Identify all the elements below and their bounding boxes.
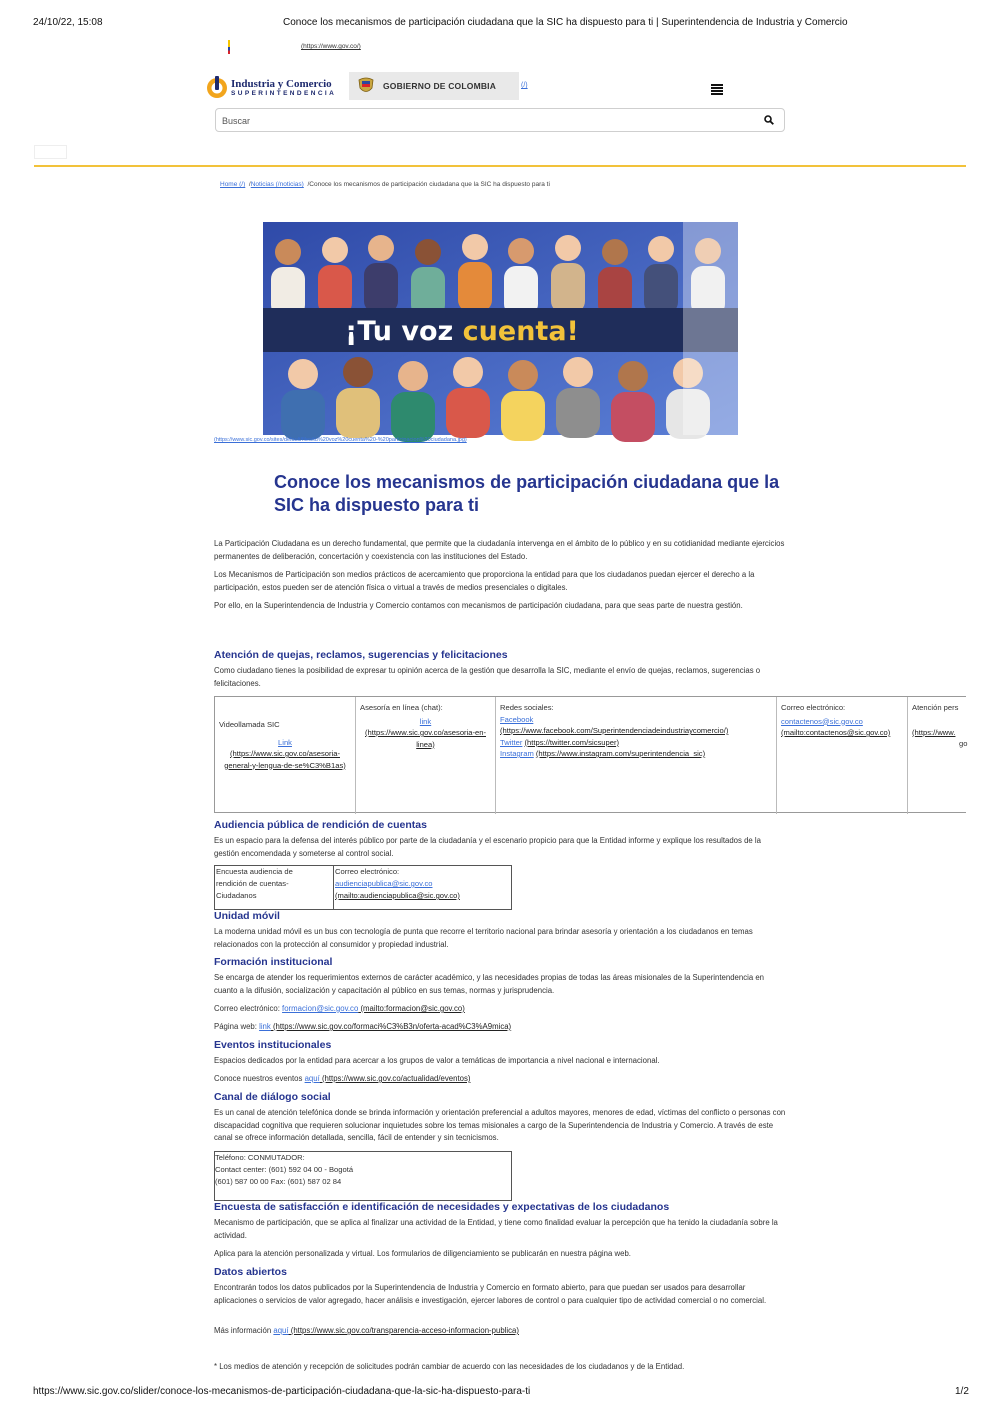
section-heading-dialogo: Canal de diálogo social [214,1091,331,1103]
instagram-link[interactable]: Instagram [500,749,534,758]
search-icon[interactable] [764,115,774,125]
correo-url[interactable]: (mailto:contactenos@sic.gov.co) [781,728,891,737]
section-heading-unidad: Unidad móvil [214,910,280,922]
gov-link[interactable]: (https://www.gov.co/) [301,43,361,50]
banner-image-link[interactable]: (https://www.sic.gov.co/sites/default/files/tu%20voz%20cuenta%20-%20participacion%20ciudadana.jpg) [214,437,467,443]
breadcrumb-current: Conoce los mecanismos de participación ciudadana que la SIC ha dispuesto para ti [309,181,550,188]
audiencia-table [214,865,512,910]
eventos-link[interactable]: aquí [304,1074,320,1083]
home-link[interactable]: (/) [521,82,528,89]
section-heading-datos: Datos abiertos [214,1266,287,1278]
datos-more-label: Más información [214,1326,274,1335]
section-text-eventos: Espacios dedicados por la entidad para acercar a los grupos de valor a temáticas de importancia a nivel nacional e internacional. [214,1056,660,1065]
formacion-web-line [214,1021,786,1034]
section-text-unidad: La moderna unidad móvil es un bus con tecnología de punta que recorre el territorio nacional para brindar asesoría y orientación a los ciudadanos en temas relacionados con la protección al consumidor y propiedad industrial. [214,927,753,949]
footnote: * Los medios de atención y recepción de solicitudes podrán cambiar de acuerdo con las necesidades de los ciudadanos y de la Entidad. [214,1362,685,1371]
section-text-encuesta: Aplica para la atención personalizada y virtual. Los formularios de diligenciamiento se publicarán en nuestra página web. [214,1249,631,1258]
hamburger-icon[interactable] [711,84,723,95]
facebook-url[interactable]: (https://www.facebook.com/Superintendenciadeindustriaycomercio/) [500,726,729,735]
section-text-datos: Encontrarán todos los datos publicados por la Superintendencia de Industria y Comercio en formato abierto, para que puedan ser usados para desarrollar aplicaciones o servicios de valor agregado, hacer análisis e investigación, ejercer labores de control o para cualquier tipo de actividad comercial o no comercial. [214,1283,767,1305]
section-heading-encuesta: Encuesta de satisfacción e identificación de necesidades y expectativas de los ciudadanos [214,1201,670,1213]
twitter-url[interactable]: (https://twitter.com/sicsuper) [524,737,620,747]
intro-paragraph: Los Mecanismos de Participación son medios prácticos de acercamiento que proporciona la entidad para que los ciudadanos puedan ejercer el derecho a la participación, estos pueden ser de atención física o virtual a través de medios presenciales o digitales. [214,570,755,592]
breadcrumb-home[interactable]: Home (/) [220,181,246,188]
eventos-link-line [214,1073,786,1086]
formacion-email-link[interactable]: formacion@sic.gov.co [282,1004,359,1013]
facebook-link[interactable]: Facebook [500,714,534,724]
formacion-email-label: Correo electrónico: [214,1004,283,1013]
correo-label: Correo electrónico: [781,703,846,712]
section-text-audiencia: Es un espacio para la defensa del interés público por parte de la ciudadanía y el escenario propicio para que la Entidad informe y explique los resultados de la gestión encomendada y someterse al control social. [214,836,761,858]
dialogo-phone-line: (601) 587 00 00 Fax: (601) 587 02 84 [215,1177,342,1186]
channel-videollamada [215,697,356,814]
asesoria-link[interactable]: link [419,716,432,726]
datos-more-link[interactable]: aquí [273,1326,289,1335]
header-divider [34,165,966,167]
audiencia-email-link[interactable]: audienciapublica@sic.gov.co [335,879,433,888]
videollamada-label: Videollamada SIC [219,720,280,729]
videollamada-link[interactable]: Link [278,737,292,747]
svg-text:¡Tu voz cuenta! [345,316,579,347]
presencial-url[interactable]: (https://www. [912,727,956,737]
formacion-web-label: Página web: [214,1022,260,1031]
intro-paragraph: La Participación Ciudadana es un derecho fundamental, que permite que la ciudadanía intervenga en el ámbito de lo público y en su cotidianidad mediante ejercicios permanentes de deliberación, concertación y coexistencia con las instituciones del Estado. [214,539,785,561]
sic-logo-icon[interactable] [206,75,228,99]
colombia-seal-icon [356,76,376,96]
audiencia-email-url[interactable]: (mailto:audienciapublica@sic.gov.co) [335,891,460,900]
formacion-web-link[interactable]: link [259,1022,271,1031]
section-heading-quejas: Atención de quejas, reclamos, sugerencias y felicitaciones [214,649,508,661]
dialogo-phone-line: Contact center: (601) 592 04 00 - Bogotá [215,1165,354,1174]
section-heading-formacion: Formación institucional [214,956,333,968]
correo-link[interactable]: contactenos@sic.gov.co [781,716,863,726]
formacion-web-url[interactable]: (https://www.sic.gov.co/formaci%C3%B3n/oferta-acad%C3%A9mica) [270,1022,512,1031]
page-title: Conoce los mecanismos de participación ciudadana que la SIC ha dispuesto para ti [274,472,780,515]
eventos-url[interactable]: (https://www.sic.gov.co/actualidad/eventos) [319,1074,471,1083]
breadcrumb-news[interactable]: Noticias (/noticias) [250,181,304,188]
twitter-link[interactable]: Twitter [500,737,523,747]
print-title: Conoce los mecanismos de participación ciudadana que la SIC ha dispuesto para ti | Superintendencia de Industria y Comercio [283,17,848,28]
logo-text-line2: SUPERINTENDENCIA [231,90,337,97]
datos-more-url[interactable]: (https://www.sic.gov.co/transparencia-acceso-informacion-publica) [288,1326,519,1335]
empty-placeholder-box [34,145,67,159]
formacion-email-line [214,1003,786,1016]
section-heading-audiencia: Audiencia pública de rendición de cuentas [214,819,427,831]
banner-text-yellow: cuenta! [462,316,579,347]
channel-presencial [908,697,988,814]
redes-label: Redes sociales: [500,703,554,712]
videollamada-url[interactable]: (https://www.sic.gov.co/asesoria-general-y-lengua-de-se%C3%B1as) [224,749,346,770]
audiencia-survey-text: Ciudadanos [216,891,257,900]
audiencia-email-cell [335,866,460,902]
instagram-url[interactable]: (https://www.instagram.com/superintendencia_sic) [535,749,706,758]
audiencia-survey-text: rendición de cuentas- [216,879,289,888]
banner-text-white: ¡Tu voz [345,316,463,347]
logo-text-line1: Industria y Comercio [231,78,332,90]
search-input[interactable] [222,113,722,128]
channel-correo [777,697,908,814]
asesoria-url[interactable]: (https://www.sic.gov.co/asesoria-en-linea) [365,728,486,749]
section-text-formacion: Se encarga de atender los requerimientos externos de carácter académico, y las necesidades propias de todas las áreas misionales de la Superintendencia en cuanto a la difusión, socialización y capacitación al público en sus temas, normas y jurisprudencia. [214,973,765,995]
presencial-label: Atención pers [912,703,959,712]
audiencia-survey-text: Encuesta audiencia de [216,867,293,876]
channels-table [214,696,966,813]
section-heading-eventos: Eventos institucionales [214,1039,332,1051]
search-bar [215,108,785,132]
banner-image[interactable] [263,222,738,435]
eventos-link-label: Conoce nuestros eventos [214,1074,305,1083]
formacion-email-url[interactable]: (mailto:formacion@sic.gov.co) [358,1004,465,1013]
asesoria-label: Asesoría en línea (chat): [360,703,443,712]
presencial-tail: go [959,739,968,748]
gov-flag-tick [228,40,230,54]
section-text-encuesta: Mecanismo de participación, que se aplica al finalizar una actividad de la Entidad, y tiene como finalidad evaluar la percepción que ha tenido la ciudadanía sobre la actividad. [214,1218,778,1240]
section-text-quejas: Como ciudadano tienes la posibilidad de expresar tu opinión acerca de la gestión que desarrolla la SIC, mediante el envío de quejas, reclamos, sugerencias o felicitaciones. [214,666,761,688]
dialogo-phone-box [214,1151,512,1201]
audiencia-survey-cell[interactable] [215,866,334,909]
breadcrumb-sep: / [307,181,310,188]
breadcrumb-sep: / [248,181,251,188]
print-datetime: 24/10/22, 15:08 [33,17,103,28]
channel-asesoria [356,697,496,814]
channel-redes [496,697,777,814]
gov-badge-label: GOBIERNO DE COLOMBIA [383,81,497,91]
print-url: https://www.sic.gov.co/slider/conoce-los-mecanismos-de-participación-ciudadana-que-la-sic-ha-dispuesto-para-ti [33,1386,531,1397]
datos-more-line [214,1325,786,1338]
section-text-dialogo: Es un canal de atención telefónica donde se brinda información y orientación preferencial a adultos mayores, menores de edad, víctimas del conflicto o personas con discapacidad cognitiva que requieren solucionar inquietudes sobre los temas misionales a cargo de la Superintendencia de Industria y Comercio. A través de este canal se ofrece información detallada, sencilla, fácil de entender y sin tecnicismos. [214,1108,786,1142]
print-page-number: 1/2 [955,1386,969,1397]
intro-paragraph: Por ello, en la Superintendencia de Industria y Comercio contamos con mecanismos de participación ciudadana, para que seas parte de nuestra gestión. [214,601,743,610]
breadcrumb [220,181,550,188]
dialogo-phone-line: Teléfono: CONMUTADOR: [215,1153,305,1162]
audiencia-email-label: Correo electrónico: [335,867,400,876]
